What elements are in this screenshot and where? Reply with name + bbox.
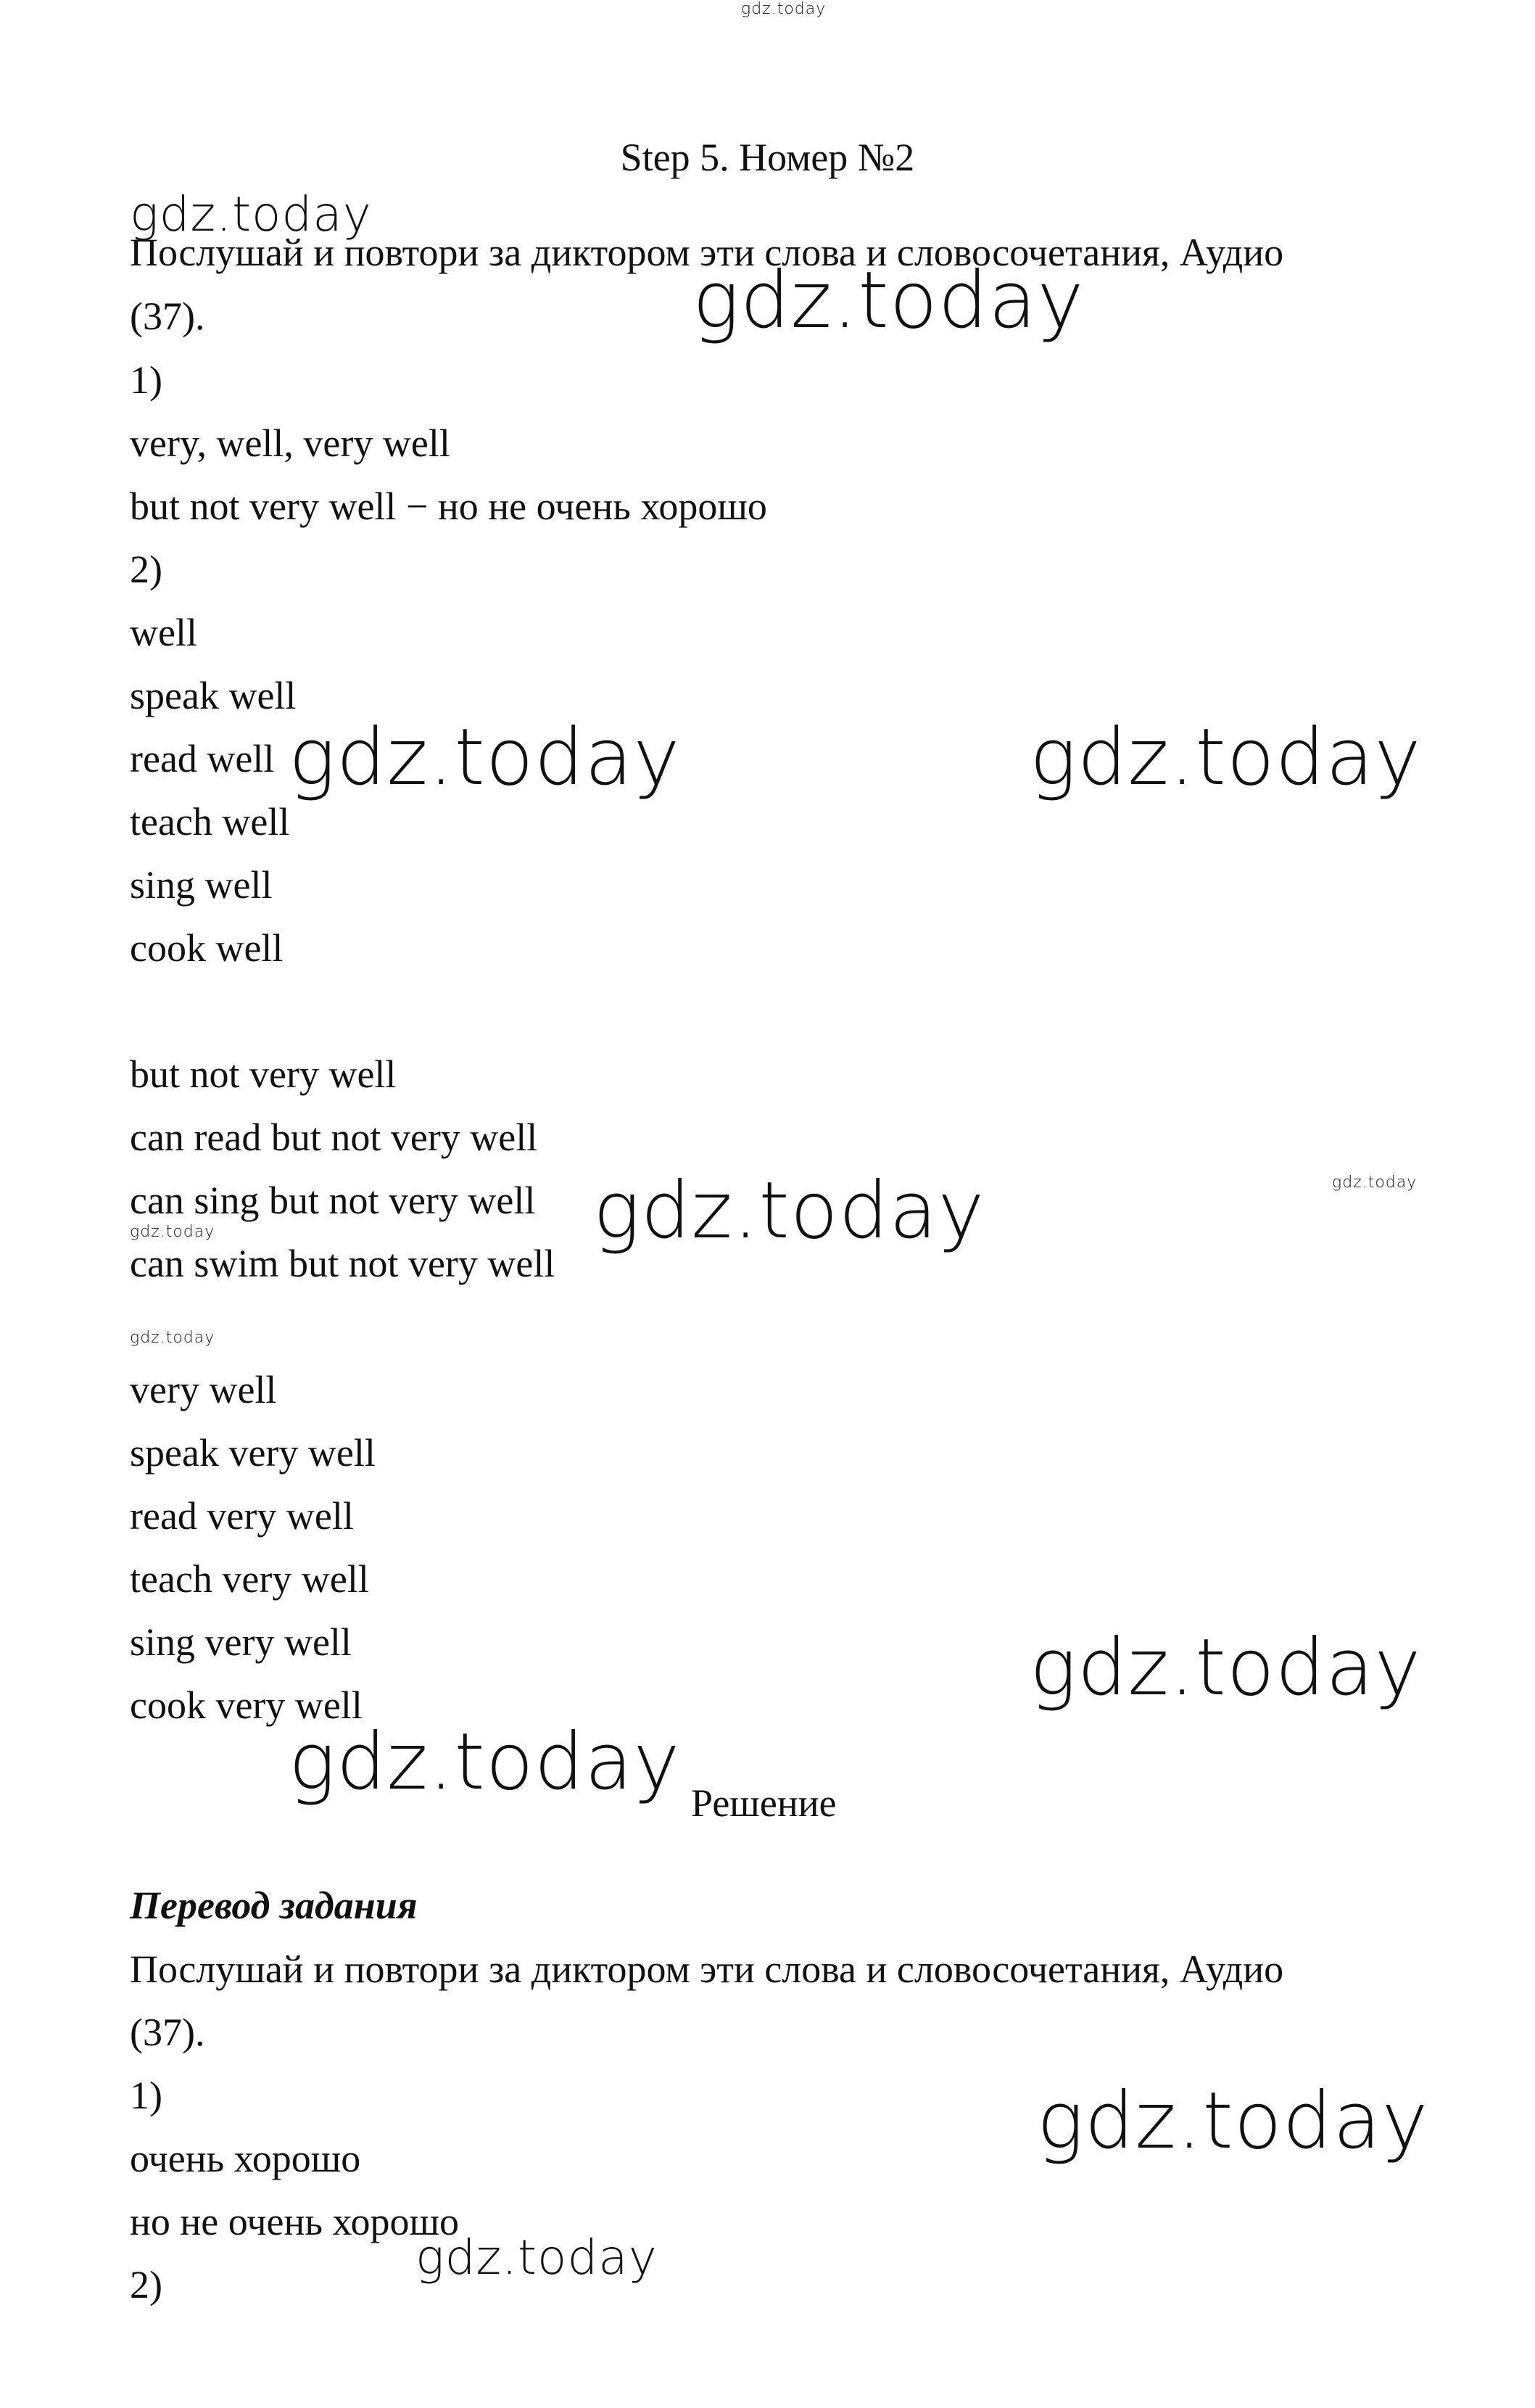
task-instruction-line1: Послушай и повтори за диктором эти слова и словосочетания, Аудио <box>130 231 1284 274</box>
list-item: can sing but not very well <box>130 1179 536 1222</box>
list-item: speak very well <box>130 1431 376 1475</box>
translation-heading: Перевод задания <box>130 1884 418 1927</box>
part2-label: 2) <box>130 548 162 591</box>
list-item: but not very well − но не очень хорошо <box>130 485 767 528</box>
solution-label: Решение <box>691 1781 837 1825</box>
watermark: gdz.today <box>130 1329 215 1347</box>
list-item: read well <box>130 737 275 780</box>
list-item: very, well, very well <box>130 421 450 465</box>
translation-instruction-line2: (37). <box>130 2011 205 2054</box>
part1-label: 1) <box>130 358 162 402</box>
watermark: gdz.today <box>130 186 372 242</box>
task-instruction-line2: (37). <box>130 294 205 338</box>
header-watermark: gdz.today <box>741 0 827 18</box>
list-item: very well <box>130 1368 277 1411</box>
translation-instruction-line1: Послушай и повтори за диктором эти слова и словосочетания, Аудио <box>130 1947 1284 1991</box>
watermark: gdz.today <box>289 1717 681 1807</box>
list-item: well <box>130 611 197 654</box>
list-item: speak well <box>130 674 297 717</box>
watermark: gdz.today <box>593 1166 985 1256</box>
list-item: teach well <box>130 800 290 844</box>
list-item: sing well <box>130 863 273 907</box>
translation-part2-label: 2) <box>130 2263 162 2306</box>
list-item: очень хорошо <box>130 2137 361 2180</box>
list-item: but not very well <box>130 1052 397 1096</box>
watermark: gdz.today <box>1030 712 1422 803</box>
watermark: gdz.today <box>692 255 1085 346</box>
list-item: can read but not very well <box>130 1116 538 1159</box>
watermark: gdz.today <box>415 2230 658 2285</box>
watermark: gdz.today <box>1030 1622 1422 1713</box>
list-item: sing very well <box>130 1620 352 1664</box>
list-item: cook well <box>130 926 284 970</box>
list-item: read very well <box>130 1494 354 1538</box>
page-title: Step 5. Номер №2 <box>620 136 915 179</box>
watermark: gdz.today <box>130 1223 215 1241</box>
list-item: teach very well <box>130 1557 369 1601</box>
translation-part1-label: 1) <box>130 2074 162 2117</box>
list-item: но не очень хорошо <box>130 2200 460 2243</box>
watermark: gdz.today <box>289 712 681 803</box>
watermark: gdz.today <box>1037 2076 1429 2166</box>
watermark: gdz.today <box>1332 1174 1418 1192</box>
list-item: can swim but not very well <box>130 1242 555 1285</box>
list-item: cook very well <box>130 1683 363 1727</box>
